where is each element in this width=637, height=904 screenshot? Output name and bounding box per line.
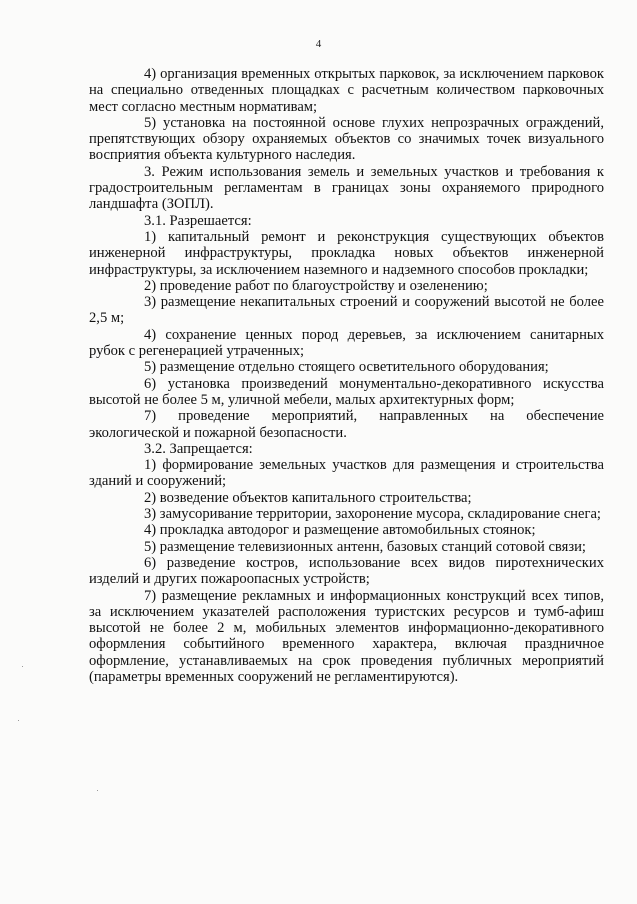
paragraph-fences: 5) установка на постоянной основе глухих непрозрачных ограждений, препятствующих обзору охраняемых объектов со значимых точек визуального восприятия объекта культурного наследия. bbox=[89, 114, 604, 164]
allowed-item-2: 2) проведение работ по благоустройству и озеленению; bbox=[144, 277, 488, 294]
section-3-2-heading: 3.2. Запрещается: bbox=[144, 440, 253, 457]
page-number: 4 bbox=[315, 38, 322, 50]
prohibited-item-6: 6) разведение костров, использование всех видов пиротехнических изделий и других пожароопасных устройств; bbox=[89, 554, 604, 588]
allowed-item-5: 5) размещение отдельно стоящего осветительного оборудования; bbox=[144, 359, 549, 376]
allowed-item-3: 3) размещение некапитальных строений и сооружений высотой не более 2,5 м; bbox=[89, 294, 604, 327]
allowed-item-6: 6) установка произведений монументально-декоративного искусства высотой не более 5 м, уличной мебели, малых архитектурных форм; bbox=[89, 375, 604, 408]
paragraph-parking: 4) организация временных открытых парковок, за исключением парковок на специально отведенных площадках с расчетным количеством парковочных мест согласно местным нормативам; bbox=[89, 66, 604, 115]
prohibited-item-4: 4) прокладка автодорог и размещение автомобильных стоянок; bbox=[144, 522, 536, 539]
allowed-item-4: 4) сохранение ценных пород деревьев, за исключением санитарных рубок с регенерацией утраченных; bbox=[89, 326, 604, 360]
scan-speck bbox=[18, 720, 19, 721]
prohibited-item-1: 1) формирование земельных участков для размещения и строительства зданий и сооружений; bbox=[89, 457, 604, 490]
allowed-item-7: 7) проведение мероприятий, направленных на обеспечение экологической и пожарной безопасности. bbox=[89, 408, 604, 441]
section-3-1-heading: 3.1. Разрешается: bbox=[144, 212, 252, 229]
prohibited-item-7: 7) размещение рекламных и информационных конструкций всех типов, за исключением указателей расположения туристских ресурсов и тумб-афиш высотой не более 2 м, мобильных элементов информационно-декоративного оформления событийного временного характера, включая праздничное оформление, устанавливаемых на срок проведения публичных мероприятий (параметры временных сооружений не регламентируются). bbox=[89, 587, 604, 685]
allowed-item-1: 1) капитальный ремонт и реконструкция существующих объектов инженерной инфраструктуры, прокладка новых объектов инженерной инфраструктуры, за исключением наземного и надземного способов прокладки; bbox=[89, 228, 604, 278]
document-body bbox=[89, 66, 604, 685]
section-3-heading: 3. Режим использования земель и земельных участков и требования к градостроительным регламентам в границах зоны охраняемого природного ландшафта (ЗОПЛ). bbox=[89, 163, 604, 213]
prohibited-item-3: 3) замусоривание территории, захоронение мусора, складирование снега; bbox=[144, 506, 601, 523]
scan-speck bbox=[22, 666, 23, 667]
prohibited-item-5: 5) размещение телевизионных антенн, базовых станций сотовой связи; bbox=[144, 538, 586, 555]
scan-speck bbox=[97, 790, 98, 791]
prohibited-item-2: 2) возведение объектов капитального строительства; bbox=[144, 489, 472, 506]
